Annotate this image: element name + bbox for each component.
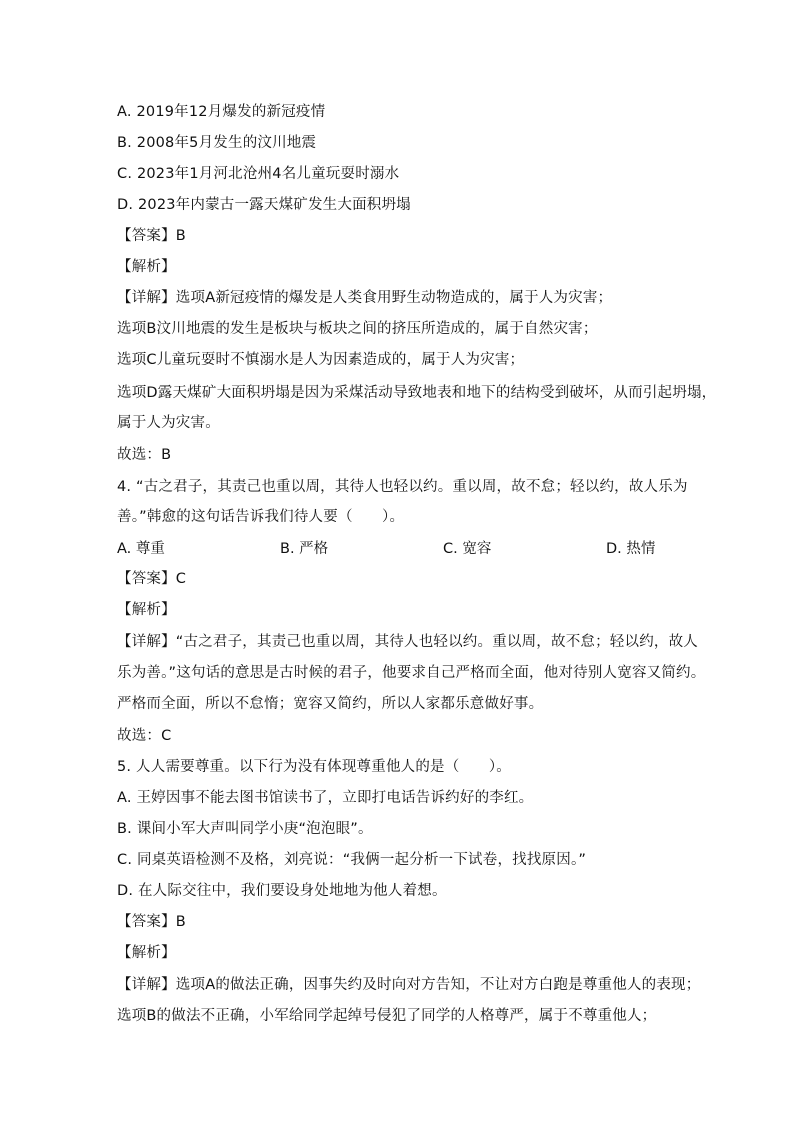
q3-detail-line: 选项B汶川地震的发生是板块与板块之间的挤压所造成的，属于自然灾害； (117, 321, 598, 337)
q5-stem: 5. 人人需要尊重。以下行为没有体现尊重他人的是（ ）。 (117, 759, 511, 775)
q4-option-d: D. 热情 (606, 541, 656, 557)
q5-option-c: C. 同桌英语检测不及格，刘亮说：“我俩一起分析一下试卷，找找原因。” (117, 852, 587, 868)
q4-detail-line: 【详解】“古之君子，其责己也重以周，其待人也轻以约。重以周，故不怠；轻以约，故人 (117, 634, 699, 650)
q4-option-c: C. 宽容 (443, 541, 492, 557)
q3-analysis-title: 【解析】 (117, 259, 176, 275)
q4-choice: 故选：C (117, 728, 172, 744)
q3-detail-line: 【详解】选项A新冠疫情的爆发是人类食用野生动物造成的，属于人为灾害； (117, 290, 613, 306)
q5-option-a: A. 王婷因事不能去图书馆读书了，立即打电话告诉约好的李红。 (117, 790, 534, 806)
q4-answer: 【答案】C (117, 571, 187, 587)
q3-detail-line: 属于人为灾害。 (117, 415, 220, 431)
q3-option-d: D. 2023年内蒙古一露天煤矿发生大面积坍塌 (117, 197, 411, 213)
q3-option-b: B. 2008年5月发生的汶川地震 (117, 135, 317, 151)
q5-analysis-title: 【解析】 (117, 945, 176, 961)
q3-option-a: A. 2019年12月爆发的新冠疫情 (117, 104, 326, 120)
q4-option-b: B. 严格 (280, 541, 329, 557)
q5-detail-line: 【详解】选项A的做法正确，因事失约及时向对方告知，不让对方白跑是尊重他人的表现； (117, 977, 701, 993)
q4-analysis-title: 【解析】 (117, 602, 176, 618)
q5-option-b: B. 课间小军大声叫同学小庚“泡泡眼”。 (117, 821, 373, 837)
q5-detail-line: 选项B的做法不正确，小军给同学起绰号侵犯了同学的人格尊严，属于不尊重他人； (117, 1008, 657, 1024)
q5-answer: 【答案】B (117, 914, 186, 930)
q5-option-d: D. 在人际交往中，我们要设身处地地为他人着想。 (117, 883, 447, 899)
q3-option-c: C. 2023年1月河北沧州4名儿童玩耍时溺水 (117, 166, 400, 182)
q3-detail-line: 选项C儿童玩耍时不慎溺水是人为因素造成的，属于人为灾害； (117, 352, 525, 368)
q4-option-a: A. 尊重 (117, 541, 165, 557)
q3-choice: 故选：B (117, 447, 172, 463)
q3-detail-line: 选项D露天煤矿大面积坍塌是因为采煤活动导致地表和地下的结构受到破坏，从而引起坍塌， (117, 385, 717, 401)
q4-stem-line: 4. “古之君子，其责己也重以周，其待人也轻以约。重以周，故不怠；轻以约，故人乐为 (117, 479, 688, 495)
q4-detail-line: 严格而全面，所以不怠惰；宽容又简约，所以人家都乐意做好事。 (117, 696, 544, 712)
q4-stem-line: 善。”韩愈的这句话告诉我们待人要（ ）。 (117, 509, 405, 525)
q4-detail-line: 乐为善。”这句话的意思是古时候的君子，他要求自己严格而全面，他对待别人宽容又简约。 (117, 665, 706, 681)
q3-answer: 【答案】B (117, 228, 186, 244)
